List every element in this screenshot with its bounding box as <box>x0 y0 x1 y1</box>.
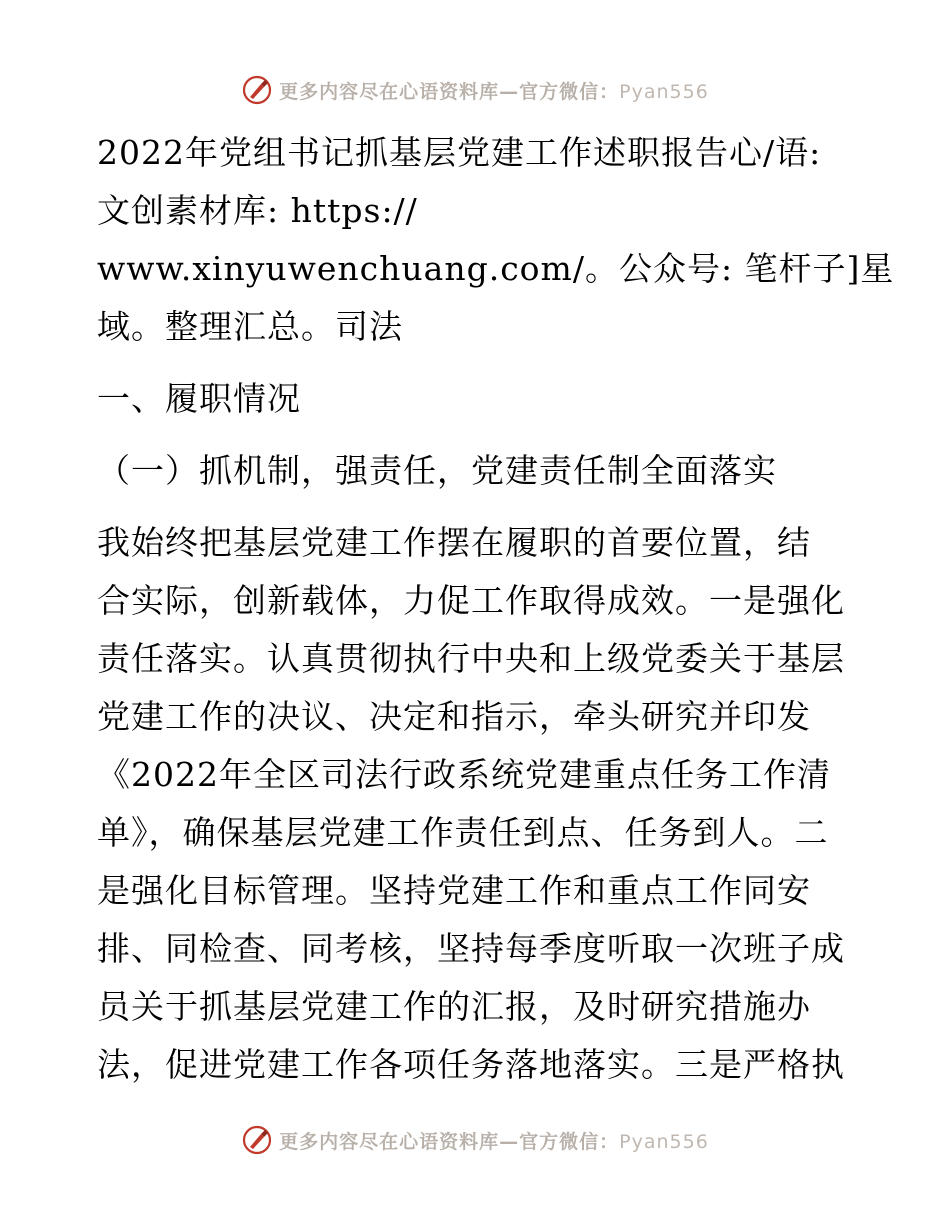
top-watermark-banner <box>0 72 950 108</box>
paragraph-line: 党建工作的决议、决定和指示，牵头研究并印发 <box>97 697 811 736</box>
body-paragraph <box>97 514 853 1094</box>
document-title <box>97 124 895 356</box>
subsection-heading: （一）抓机制，强责任，党建责任制全面落实 <box>97 451 777 490</box>
paragraph-line: 是强化目标管理。坚持党建工作和重点工作同安 <box>97 871 811 910</box>
section-heading: 一、履职情况 <box>97 379 301 418</box>
paragraph-line: 单》，确保基层党建工作责任到点、任务到人。二 <box>97 813 829 852</box>
title-line: 文创素材库: https:// <box>97 191 418 230</box>
watermark-label: 更多内容尽在心语资料库—官方微信： <box>279 80 620 103</box>
document-body <box>97 124 895 1094</box>
paragraph-line: 员关于抓基层党建工作的汇报，及时研究措施办 <box>97 987 811 1026</box>
title-line: 2022年党组书记抓基层党建工作述职报告心/语: <box>97 133 822 172</box>
pen-logo-icon <box>241 74 273 106</box>
watermark-wechat-id: Pyan556 <box>619 1130 709 1153</box>
watermark-text <box>279 77 709 104</box>
paragraph-line: 责任落实。认真贯彻执行中央和上级党委关于基层 <box>97 639 845 678</box>
watermark-label: 更多内容尽在心语资料库—官方微信： <box>279 1130 620 1153</box>
title-line: 域。整理汇总。司法 <box>97 307 403 346</box>
title-line: www.xinyuwenchuang.com/。公众号: 笔杆子]星 <box>97 249 895 288</box>
watermark-text <box>279 1127 709 1154</box>
paragraph-line: 《2022年全区司法行政系统党建重点任务工作清 <box>97 755 831 794</box>
paragraph-line: 合实际，创新载体，力促工作取得成效。一是强化 <box>97 581 845 620</box>
bottom-watermark-banner <box>0 1122 950 1158</box>
paragraph-line: 我始终把基层党建工作摆在履职的首要位置，结 <box>97 523 811 562</box>
watermark-wechat-id: Pyan556 <box>619 80 709 103</box>
pen-logo-icon <box>241 1124 273 1156</box>
paragraph-line: 排、同检查、同考核，坚持每季度听取一次班子成 <box>97 929 845 968</box>
paragraph-line: 法，促进党建工作各项任务落地落实。三是严格执 <box>97 1045 845 1084</box>
